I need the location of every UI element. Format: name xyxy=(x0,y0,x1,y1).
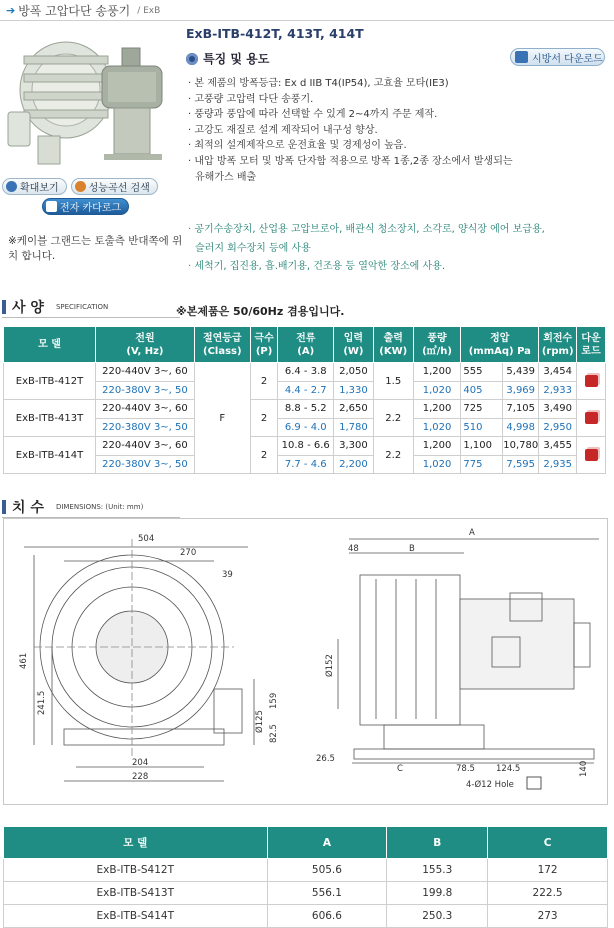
dim-B: B xyxy=(409,544,415,554)
dim-39: 39 xyxy=(222,570,233,580)
current-cell: 4.4 - 2.7 xyxy=(278,381,334,400)
dim-78: 78.5 xyxy=(456,764,475,774)
mmaq-cell: 510 xyxy=(461,418,503,437)
model-title: ExB-ITB-412T, 413T, 414T xyxy=(186,26,364,41)
dim-140: 140 xyxy=(579,760,589,777)
dim-270: 270 xyxy=(180,548,197,558)
page-subtitle: ExB xyxy=(143,5,161,16)
dim-82: 82.5 xyxy=(269,724,279,743)
catalog-row xyxy=(42,198,129,215)
page-title: 방폭 고압다단 송풍기 xyxy=(18,4,131,18)
flow-cell: 1,200 xyxy=(413,363,461,382)
dim-204: 204 xyxy=(132,758,149,768)
dim-241: 241.5 xyxy=(37,690,47,715)
power-cell: 220-440V 3~, 60 xyxy=(96,400,195,419)
use-text: 세척기, 집진용, 흡.배기용, 건조용 등 열악한 장소에 사용. xyxy=(194,261,446,272)
dim-hole: 4-Ø12 Hole xyxy=(466,780,514,790)
mmaq-cell: 1,100 xyxy=(461,437,503,456)
model-cell: ExB-ITB-412T xyxy=(4,363,96,400)
dim-value-cell: 505.6 xyxy=(267,859,387,882)
current-cell: 10.8 - 6.6 xyxy=(278,437,334,456)
table-row xyxy=(4,859,608,882)
mmaq-cell: 725 xyxy=(461,400,503,419)
flow-cell: 1,200 xyxy=(413,400,461,419)
feature-item xyxy=(188,107,608,123)
output-cell: 2.2 xyxy=(373,437,413,474)
insulation-cell: F xyxy=(194,363,250,474)
power-cell: 220-380V 3~, 50 xyxy=(96,418,195,437)
dim-125: Ø125 xyxy=(255,710,265,733)
rpm-cell: 2,935 xyxy=(539,455,577,474)
pa-cell: 4,998 xyxy=(503,418,539,437)
dim-504: 504 xyxy=(138,534,155,544)
dim-228: 228 xyxy=(132,772,149,782)
download-cell xyxy=(577,400,606,437)
arrow-icon: ➔ xyxy=(6,4,16,17)
dim-value-cell: 222.5 xyxy=(488,882,608,905)
dim-value-cell: 273 xyxy=(488,905,608,928)
spec-header-cell: 전원 (V, Hz) xyxy=(96,327,195,363)
feature-text: 최적의 설계제작으로 운전효율 및 경제성이 높음. xyxy=(194,140,407,152)
spec-header-cell: 입력 (W) xyxy=(333,327,373,363)
table-row xyxy=(4,905,608,928)
dimensions-table xyxy=(3,826,608,928)
feature-item xyxy=(188,92,608,108)
download-cell xyxy=(577,437,606,474)
chart-icon xyxy=(75,181,86,192)
pdf-download-icon[interactable] xyxy=(585,449,598,461)
model-cell: ExB-ITB-S412T xyxy=(4,859,268,882)
model-cell: ExB-ITB-413T xyxy=(4,400,96,437)
feature-text: 고풍량 고압력 다단 송풍기. xyxy=(194,93,314,105)
product-image xyxy=(4,26,176,174)
feature-item xyxy=(188,123,608,139)
flow-cell: 1,020 xyxy=(413,381,461,400)
input-cell: 3,300 xyxy=(333,437,373,456)
table-row xyxy=(4,363,606,382)
feature-text: 내압 방폭 모터 및 방폭 단자함 적용으로 방폭 1종,2종 장소에서 발생되는 xyxy=(194,155,513,167)
dim-461: 461 xyxy=(19,652,29,669)
spec-heading: 사 양 SPECIFICATION xyxy=(2,296,180,318)
power-cell: 220-440V 3~, 60 xyxy=(96,437,195,456)
pdf-download-icon[interactable] xyxy=(585,412,598,424)
feature-text: 풍량과 풍압에 따라 선택할 수 있게 2~4까지 주문 제작. xyxy=(194,109,438,121)
dim-value-cell: 250.3 xyxy=(387,905,488,928)
magnifier-icon xyxy=(6,181,17,192)
breadcrumb: ➔ 방폭 고압다단 송풍기 / ExB xyxy=(6,4,161,18)
mmaq-cell: 405 xyxy=(461,381,503,400)
current-cell: 6.9 - 4.0 xyxy=(278,418,334,437)
rpm-cell: 3,455 xyxy=(539,437,577,456)
dim-header-cell: C xyxy=(488,827,608,859)
dim-value-cell: 155.3 xyxy=(387,859,488,882)
model-cell: ExB-ITB-S413T xyxy=(4,882,268,905)
dim-header-cell: 모 델 xyxy=(4,827,268,859)
model-cell: ExB-ITB-414T xyxy=(4,437,96,474)
power-cell: 220-440V 3~, 60 xyxy=(96,363,195,382)
output-cell: 2.2 xyxy=(373,400,413,437)
book-icon xyxy=(46,201,57,212)
uses-list xyxy=(188,221,608,277)
current-cell: 6.4 - 3.8 xyxy=(278,363,334,382)
spec-note: ※본제품은 50/60Hz 겸용입니다. xyxy=(176,305,345,318)
input-cell: 2,050 xyxy=(333,363,373,382)
rpm-cell: 3,454 xyxy=(539,363,577,382)
rpm-cell: 2,950 xyxy=(539,418,577,437)
feature-text: 유해가스 배출 xyxy=(195,171,257,183)
zoom-button[interactable]: 확대보기 xyxy=(2,178,67,195)
spec-header-cell: 절연등급 (Class) xyxy=(194,327,250,363)
dimensions-heading: 치 수 DIMENSIONS: (Unit: mm) xyxy=(2,496,180,518)
mmaq-cell: 775 xyxy=(461,455,503,474)
performance-curve-button[interactable]: 성능곡선 검색 xyxy=(71,178,158,195)
dim-header-cell: A xyxy=(267,827,387,859)
dim-159: 159 xyxy=(269,692,279,709)
spec-header-cell: 정압 (mmAq) Pa xyxy=(461,327,539,363)
pa-cell: 10,780 xyxy=(503,437,539,456)
rpm-cell: 3,490 xyxy=(539,400,577,419)
feature-text: 고강도 재질로 설계 제작되어 내구성 향상. xyxy=(194,124,378,136)
spec-header-cell: 회전수 (rpm) xyxy=(539,327,577,363)
table-row xyxy=(4,882,608,905)
flow-cell: 1,020 xyxy=(413,418,461,437)
dim-header-cell: B xyxy=(387,827,488,859)
bullet-icon xyxy=(186,53,198,65)
pa-cell: 7,595 xyxy=(503,455,539,474)
spec-download-button[interactable]: 시방서 다운로드 xyxy=(510,48,605,66)
dim-26: 26.5 xyxy=(316,754,335,764)
dim-48: 48 xyxy=(348,544,359,554)
pdf-download-icon[interactable] xyxy=(585,375,598,387)
cable-note: ※케이블 그랜드는 토출측 반대쪽에 위치 합니다. xyxy=(8,235,183,262)
poles-cell: 2 xyxy=(250,363,278,400)
pa-cell: 7,105 xyxy=(503,400,539,419)
spec-header-cell: 전류 (A) xyxy=(278,327,334,363)
dim-value-cell: 606.6 xyxy=(267,905,387,928)
flow-cell: 1,200 xyxy=(413,437,461,456)
flow-cell: 1,020 xyxy=(413,455,461,474)
feature-text: 본 제품의 방폭등급: Ex d IIB T4(IP54), 고효율 모타(IE3) xyxy=(194,78,449,89)
power-cell: 220-380V 3~, 50 xyxy=(96,381,195,400)
spec-header-cell: 풍량 (㎥/h) xyxy=(413,327,461,363)
input-cell: 2,200 xyxy=(333,455,373,474)
rpm-cell: 2,933 xyxy=(539,381,577,400)
use-text: 슬러지 회수장치 등에 사용 xyxy=(195,242,311,254)
feature-item xyxy=(188,154,608,185)
feature-item xyxy=(188,76,608,92)
spec-header-cell: 극수 (P) xyxy=(250,327,278,363)
table-row xyxy=(4,400,606,419)
spec-header-cell: 모 델 xyxy=(4,327,96,363)
input-cell: 1,330 xyxy=(333,381,373,400)
features-list xyxy=(188,76,608,185)
dim-A: A xyxy=(469,528,475,538)
input-cell: 1,780 xyxy=(333,418,373,437)
spec-header-cell: 다운 로드 xyxy=(577,327,606,363)
spec-header-cell: 출력 (KW) xyxy=(373,327,413,363)
features-heading: 특징 및 용도 xyxy=(186,50,269,67)
dim-C: C xyxy=(397,764,403,774)
dim-124: 124.5 xyxy=(496,764,521,774)
poles-cell: 2 xyxy=(250,400,278,437)
pa-cell: 5,439 xyxy=(503,363,539,382)
power-cell: 220-380V 3~, 50 xyxy=(96,455,195,474)
current-cell: 7.7 - 4.6 xyxy=(278,455,334,474)
use-item xyxy=(188,221,608,258)
input-cell: 2,650 xyxy=(333,400,373,419)
spec-table xyxy=(3,326,606,474)
mmaq-cell: 555 xyxy=(461,363,503,382)
dim-value-cell: 172 xyxy=(488,859,608,882)
feature-item xyxy=(188,138,608,154)
product-buttons xyxy=(2,178,158,195)
dim-152: Ø152 xyxy=(325,654,335,677)
download-cell xyxy=(577,363,606,400)
use-text: 공기수송장치, 산업용 고압브로아, 배관식 청소장치, 소각로, 양식장 에어 보급용, xyxy=(194,224,545,235)
model-cell: ExB-ITB-S414T xyxy=(4,905,268,928)
poles-cell: 2 xyxy=(250,437,278,474)
pa-cell: 3,969 xyxy=(503,381,539,400)
dimension-drawing xyxy=(3,518,608,805)
document-icon xyxy=(515,51,528,63)
use-item xyxy=(188,258,608,277)
table-row xyxy=(4,437,606,456)
current-cell: 8.8 - 5.2 xyxy=(278,400,334,419)
output-cell: 1.5 xyxy=(373,363,413,400)
divider xyxy=(0,20,614,21)
dim-value-cell: 199.8 xyxy=(387,882,488,905)
e-catalog-button[interactable]: 전자 카다로그 xyxy=(42,198,129,215)
dim-value-cell: 556.1 xyxy=(267,882,387,905)
